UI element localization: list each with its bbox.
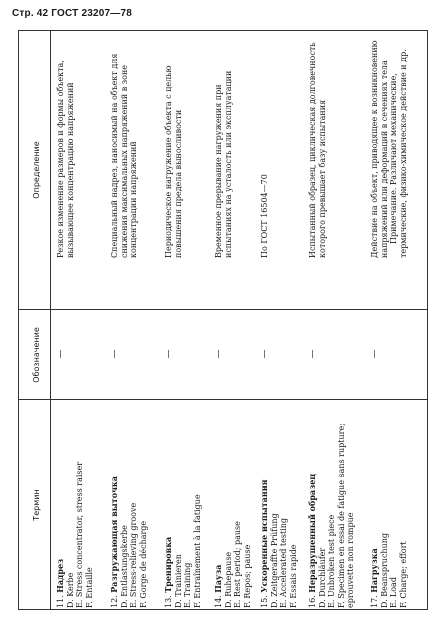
table-top-border bbox=[18, 30, 19, 610]
term-number: 15. bbox=[260, 595, 269, 608]
term-number: 14. bbox=[214, 595, 223, 608]
term-foreign-equivalent: F. Gorge de décharge bbox=[138, 520, 148, 608]
term-foreign-equivalent: F. Charge; effort bbox=[398, 541, 408, 608]
term-russian: Разгружающая выточка bbox=[109, 476, 119, 593]
definition-cell bbox=[110, 34, 139, 258]
table-bottom-border bbox=[427, 30, 428, 610]
term-foreign-equivalent: F. Entaille bbox=[84, 567, 94, 608]
column-divider-1 bbox=[18, 399, 428, 400]
term-foreign-equivalent: E. Unbroken test piece bbox=[327, 514, 336, 608]
term-number: 12. bbox=[110, 595, 119, 608]
term-number: 11. bbox=[56, 595, 65, 608]
term-cell bbox=[260, 412, 298, 608]
term-russian: Надрез bbox=[55, 558, 65, 593]
header-divider bbox=[50, 30, 51, 610]
term-cell bbox=[370, 412, 408, 608]
definition-cell bbox=[214, 34, 233, 258]
definition-text: Действие на объект, приводящее к возникновению напряжений или деформаций в сечениях тела bbox=[370, 40, 389, 258]
designation-cell: — bbox=[370, 349, 380, 359]
definition-cell bbox=[370, 34, 408, 258]
definition-cell bbox=[260, 34, 270, 258]
designation-cell: — bbox=[110, 349, 120, 359]
table-left-border bbox=[18, 609, 428, 610]
term-russian: Тренировка bbox=[163, 536, 173, 593]
definition-cell bbox=[164, 34, 183, 258]
definition-text: Испытанный образец, циклическая долговечность которого превышает базу испытания bbox=[308, 42, 327, 258]
term-foreign-equivalent: D. Ruhepause bbox=[223, 551, 233, 608]
definition-cell bbox=[56, 34, 75, 258]
term-foreign-equivalent: D. Beanspruchung bbox=[379, 532, 389, 608]
term-foreign-equivalent: E. Training bbox=[183, 562, 192, 608]
term-heading bbox=[110, 412, 120, 608]
designation-cell: — bbox=[260, 349, 270, 359]
designation-cell: — bbox=[308, 349, 318, 359]
term-number: 17. bbox=[370, 595, 379, 608]
term-russian: Пауза bbox=[213, 564, 223, 593]
rotated-table bbox=[18, 30, 428, 610]
term-heading bbox=[370, 412, 380, 608]
column-header-term: Термин bbox=[32, 489, 41, 521]
term-russian: Нагрузка bbox=[369, 548, 379, 593]
column-header-designation: Обозначение bbox=[32, 327, 41, 383]
term-foreign-equivalent: D. Kerbe bbox=[65, 572, 75, 608]
term-heading bbox=[56, 412, 66, 608]
designation-cell: — bbox=[214, 349, 224, 359]
term-foreign-equivalent: E. Load bbox=[389, 577, 398, 608]
term-cell bbox=[214, 412, 252, 608]
term-foreign-equivalent: D. Trainieren bbox=[173, 554, 183, 608]
term-russian: Ускоренные испытания bbox=[259, 479, 269, 593]
designation-cell: — bbox=[56, 349, 66, 359]
term-foreign-equivalent: F. Specimen en essai de fatigue sans rupture; eprouvette non rompue bbox=[336, 423, 355, 608]
term-foreign-equivalent: E. Accelerated testing bbox=[279, 518, 288, 608]
term-foreign-equivalent: E. Stress-relieving groove bbox=[129, 502, 138, 608]
term-foreign-equivalent: E. Stress concentrator, stress raiser bbox=[75, 461, 84, 608]
column-divider-2 bbox=[18, 309, 428, 310]
term-foreign-equivalent: F. Repos; pause bbox=[242, 544, 252, 608]
definition-note: Примечание. Различают механические, термические, физико-химическое действие и др. bbox=[389, 49, 408, 258]
term-foreign-equivalent: F. Essais rapide bbox=[288, 544, 298, 608]
term-foreign-equivalent: E. Rest period; pause bbox=[233, 521, 242, 608]
term-heading bbox=[308, 412, 318, 608]
page-header: Стр. 42 ГОСТ 23207—78 bbox=[12, 8, 132, 19]
column-header-definition: Определение bbox=[32, 141, 41, 199]
designation-cell: — bbox=[164, 349, 174, 359]
table-right-border bbox=[18, 30, 428, 31]
term-number: 13. bbox=[164, 595, 173, 608]
term-heading bbox=[164, 412, 174, 608]
term-cell bbox=[308, 412, 356, 608]
terms-table bbox=[18, 30, 428, 610]
term-heading bbox=[260, 412, 270, 608]
term-heading bbox=[214, 412, 224, 608]
term-foreign-equivalent: D. Zeitgeraffte Prüfung bbox=[269, 513, 279, 608]
term-cell bbox=[164, 412, 202, 608]
term-cell bbox=[56, 412, 94, 608]
term-russian: Неразрушенный образец bbox=[307, 473, 317, 593]
term-number: 16. bbox=[308, 595, 317, 608]
term-cell bbox=[110, 412, 148, 608]
definition-cell bbox=[308, 34, 327, 258]
term-foreign-equivalent: D. Durchläufer bbox=[317, 547, 327, 608]
definition-text: Временное прерывание нагружения при испытаниях на усталость или эксплуатации bbox=[214, 70, 233, 258]
term-foreign-equivalent: D. Entlastungskerbe bbox=[119, 525, 129, 608]
definition-text: Резкое изменение размеров и формы объекта, вызывающее концентрацию напряжений bbox=[56, 60, 75, 258]
definition-text: Периодическое нагружение объекта с целью повышения предела выносливости bbox=[164, 65, 183, 258]
definition-text: Специальный надрез, наносимый на объект для снижения максимальных напряжений в зоне концентрации напряжений bbox=[110, 53, 138, 258]
definition-text: По ГОСТ 16504—70 bbox=[260, 174, 269, 258]
term-foreign-equivalent: F. Entraînement à la fatigue bbox=[192, 494, 202, 608]
